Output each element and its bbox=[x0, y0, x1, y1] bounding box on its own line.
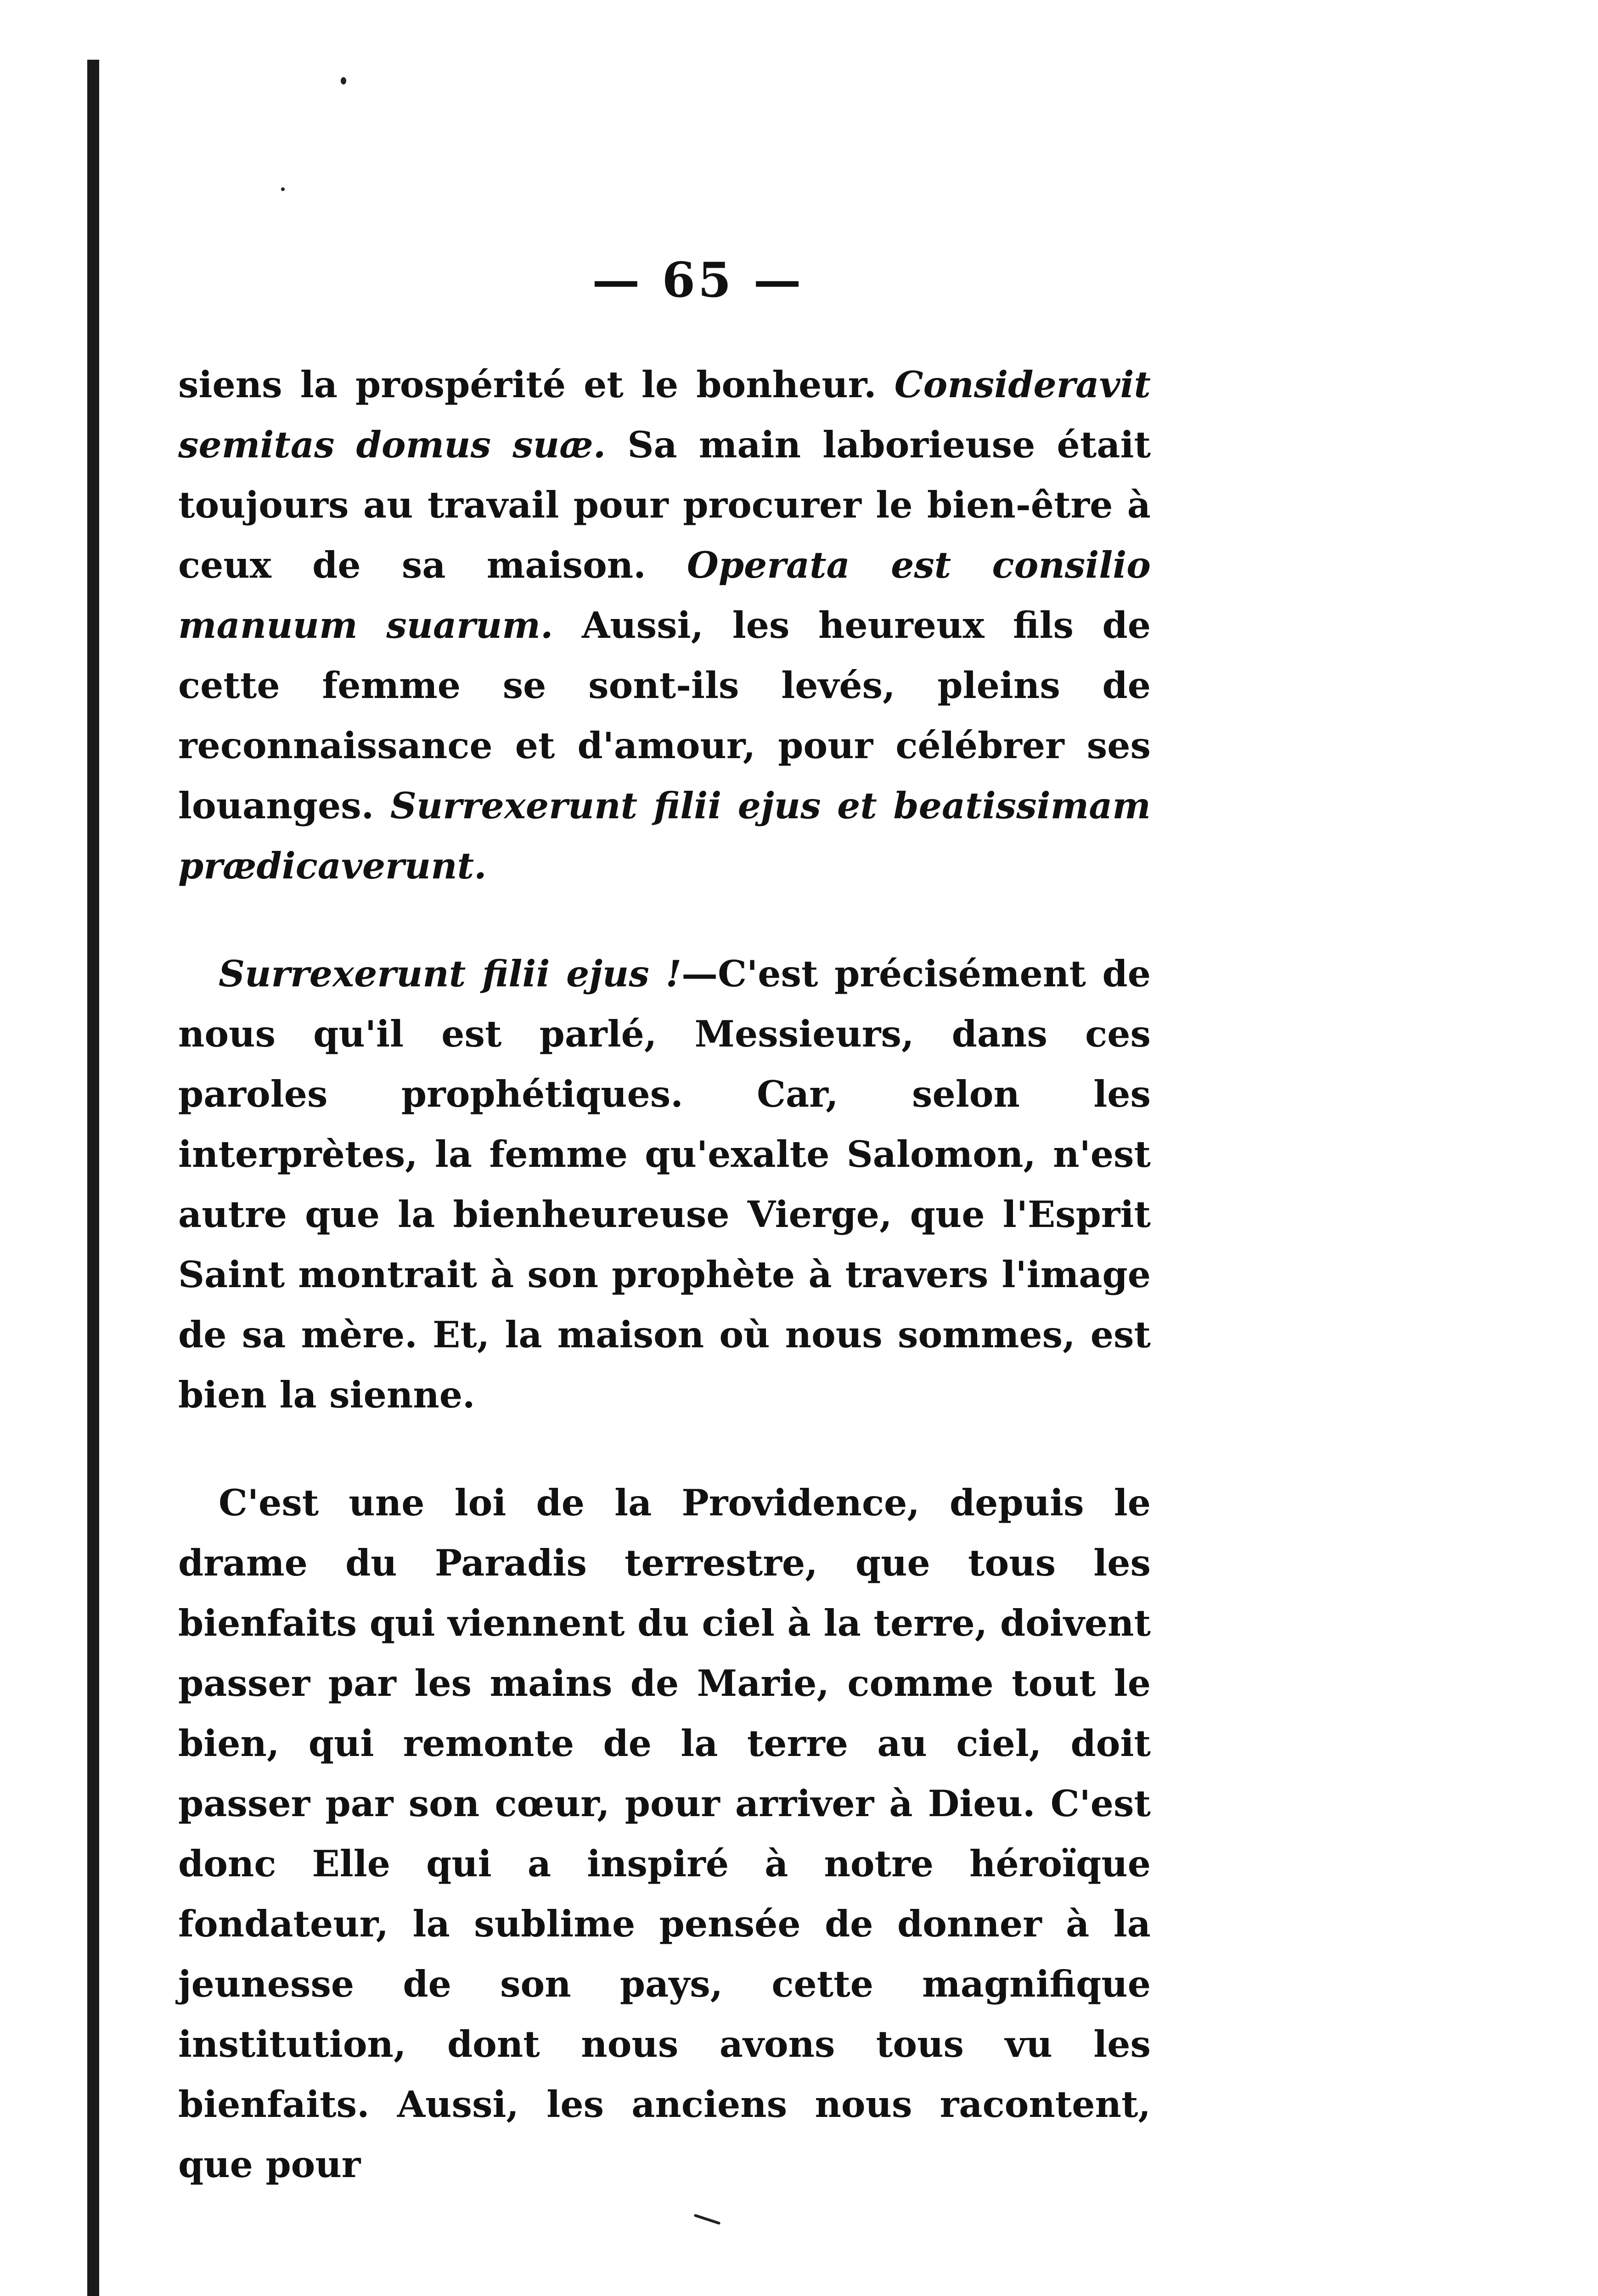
body-text bbox=[178, 355, 1151, 2195]
para1-latin-quote-3: Surrexerunt filii ejus et beatissimam prædicaverunt. bbox=[178, 784, 1151, 887]
para1-span-1: siens la prospérité et le bonheur. bbox=[178, 363, 895, 406]
paragraph-2 bbox=[178, 944, 1151, 1425]
para2-span-1: —C'est précisément de nous qu'il est parlé, Messieurs, dans ces paroles prophétiques. Car, selon les interprètes, la femme qu'exalte Salomon, n'est autre que la bienheureuse Vierge, que l'Esprit Saint montrait à son prophète à travers l'image de sa mère. Et, la maison où nous sommes, est bien la sienne. bbox=[178, 952, 1151, 1416]
page-binding-edge bbox=[87, 60, 99, 2296]
para1-latin-quote-1: Consideravit semitas domus suæ. bbox=[178, 363, 1151, 466]
paragraph-1 bbox=[178, 355, 1151, 896]
ink-speck bbox=[694, 2214, 721, 2225]
para1-span-2: Sa main laborieuse était toujours au travail pour procurer le bien-être à ceux de sa maison. bbox=[178, 423, 1151, 586]
para3-span-1: C'est une loi de la Providence, depuis le drame du Paradis terrestre, que tous les bienfaits qui viennent du ciel à la terre, doivent passer par les mains de Marie, comme tout le bien, qui remonte de la terre au ciel, doit passer par son cœur, pour arriver à Dieu. C'est donc Elle qui a inspiré à notre héroïque fondateur, la sublime pensée de donner à la jeunesse de son pays, cette magnifique institution, dont nous avons tous vu les bienfaits. Aussi, les anciens nous racontent, que pour bbox=[178, 1481, 1151, 2186]
para1-latin-quote-2: Operata est consilio manuum suarum. bbox=[178, 544, 1151, 647]
para1-span-3: Aussi, les heureux fils de cette femme se sont-ils levés, pleins de reconnaissance et d'amour, pour célébrer ses louanges. bbox=[178, 604, 1151, 827]
ink-speck bbox=[341, 77, 346, 84]
ink-speck bbox=[281, 187, 285, 191]
para2-latin-quote: Surrexerunt filii ejus ! bbox=[219, 952, 682, 995]
paragraph-3 bbox=[178, 1473, 1151, 2195]
page-number: — 65 — bbox=[592, 252, 804, 308]
